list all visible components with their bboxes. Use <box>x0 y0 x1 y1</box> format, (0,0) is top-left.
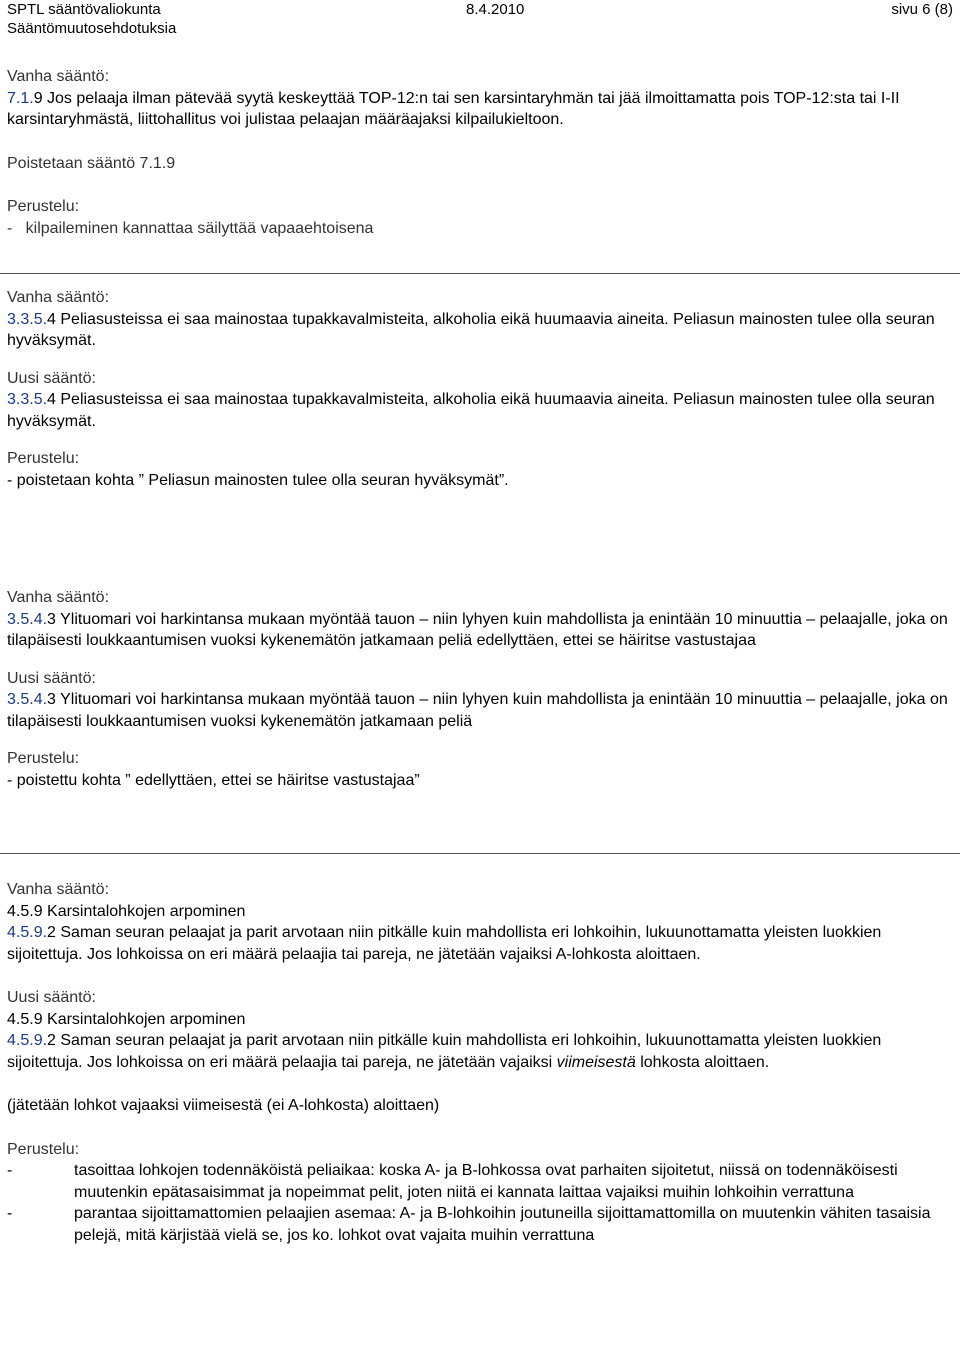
old-rule-text: 3.3.5.4 Peliasusteissa ei saa mainostaa tupakkavalmisteita, alkoholia eikä huumaavia aineita. Peliasun mainosten tulee olla seuran hyväksymät. <box>7 310 935 349</box>
old-rule-text: 4.5.9.2 Saman seuran pelaajat ja parit arvotaan niin pitkälle kuin mahdollista eri lohkoihin, lukuunottamatta yleisten luokkien sijoitettuja. Jos lohkoissa on eri määrä pelaajia tai pareja, ne jätetään vajaiksi A-lohkosta aloittaen. <box>7 924 882 963</box>
section-3-5-4-3 <box>7 587 953 791</box>
header-subtitle: Sääntömuutosehdotuksia <box>7 20 177 37</box>
section-divider <box>0 273 960 274</box>
old-rule-text: 3.5.4.3 Ylituomari voi harkintansa mukaan myöntää tauon – niin lyhyen kuin mahdollista ja enintään 10 minuuttia – pelaajalle, joka on tilapäisesti loukkaantumisen vuoksi kykenemätön jatkamaan peliä edellyttäen, ettei se häiritse vastustajaa <box>7 610 948 649</box>
reason-list-item: - tasoittaa lohkojen todennäköistä peliaikaa: koska A- ja B-lohkossa ovat parhaiten sijoitetut, niissä on todennäköisesti muutenkin epätasaisimmat ja nopeimmat pelit, joten niitä ei kannata laittaa vajaiksi muihin lohkoihin verrattuna <box>7 1162 898 1201</box>
new-rule-title: 4.5.9 Karsintalohkojen arpominen <box>7 1010 246 1028</box>
new-rule-text: 3.5.4.3 Ylituomari voi harkintansa mukaan myöntää tauon – niin lyhyen kuin mahdollista ja enintään 10 minuuttia – pelaajalle, joka on tilapäisesti loukkaantumisen vuoksi kykenemätön jatkamaan peliä <box>7 691 948 730</box>
reason-item: - poistetaan kohta ” Peliasun mainosten tulee olla seuran hyväksymät”. <box>7 471 509 489</box>
old-rule-label: Vanha sääntö: <box>7 589 110 606</box>
page-header <box>7 0 953 38</box>
rule-note: (jätetään lohkot vajaaksi viimeisestä (ei A-lohkosta) aloittaen) <box>7 1097 440 1114</box>
header-date: 8.4.2010 <box>466 1 525 18</box>
section-divider <box>0 853 960 854</box>
reason-item: - kilpaileminen kannattaa säilyttää vapaaehtoisena <box>7 219 374 237</box>
remove-rule-text: Poistetaan sääntö 7.1.9 <box>7 154 176 172</box>
section-7-1-9 <box>7 66 953 239</box>
reason-item: - poistettu kohta ” edellyttäen, ettei se häiritse vastustajaa” <box>7 771 420 789</box>
new-rule-label: Uusi sääntö: <box>7 989 96 1006</box>
reason-list-item: - parantaa sijoittamattomien pelaajien asemaa: A- ja B-lohkoihin joutuneilla sijoittamattomilla on muutenkin vähiten tasaisia pelejä, mitä kärjistää vielä se, jos ko. lohkot ovat vajaita muihin verrattuna <box>7 1205 931 1244</box>
old-rule-title: 4.5.9 Karsintalohkojen arpominen <box>7 902 246 920</box>
old-rule-label: Vanha sääntö: <box>7 68 110 85</box>
reason-label: Perustelu: <box>7 198 80 215</box>
header-org: SPTL sääntövaliokunta <box>7 1 161 18</box>
reason-label: Perustelu: <box>7 1140 80 1158</box>
section-3-3-5-4 <box>7 287 953 491</box>
old-rule-text: 7.1.9 Jos pelaaja ilman pätevää syytä keskeyttää TOP-12:n tai sen karsintaryhmän tai jää ilmoittamatta pois TOP-12:sta tai I-II karsintaryhmästä, liittohallitus voi julistaa pelaajan määräajaksi kilpailukieltoon. <box>7 89 900 128</box>
new-rule-label: Uusi sääntö: <box>7 369 96 387</box>
section-4-5-9 <box>7 879 953 1246</box>
reason-label: Perustelu: <box>7 450 80 467</box>
old-rule-label: Vanha sääntö: <box>7 881 110 898</box>
new-rule-label: Uusi sääntö: <box>7 669 96 687</box>
old-rule-label: Vanha sääntö: <box>7 289 110 306</box>
new-rule-text: 4.5.9.2 Saman seuran pelaajat ja parit arvotaan niin pitkälle kuin mahdollista eri lohkoihin, lukuunottamatta yleisten luokkien sijoitettuja. Jos lohkoissa on eri määrä pelaajia tai pareja, ne jätetään vajaiksi viimeisestä lohkosta aloittaen. <box>7 1032 882 1071</box>
new-rule-text: 3.3.5.4 Peliasusteissa ei saa mainostaa tupakkavalmisteita, alkoholia eikä huumaavia aineita. Peliasun mainosten tulee olla seuran hyväksymät. <box>7 391 935 430</box>
header-page-number: sivu 6 (8) <box>891 1 953 18</box>
reason-label: Perustelu: <box>7 750 80 767</box>
